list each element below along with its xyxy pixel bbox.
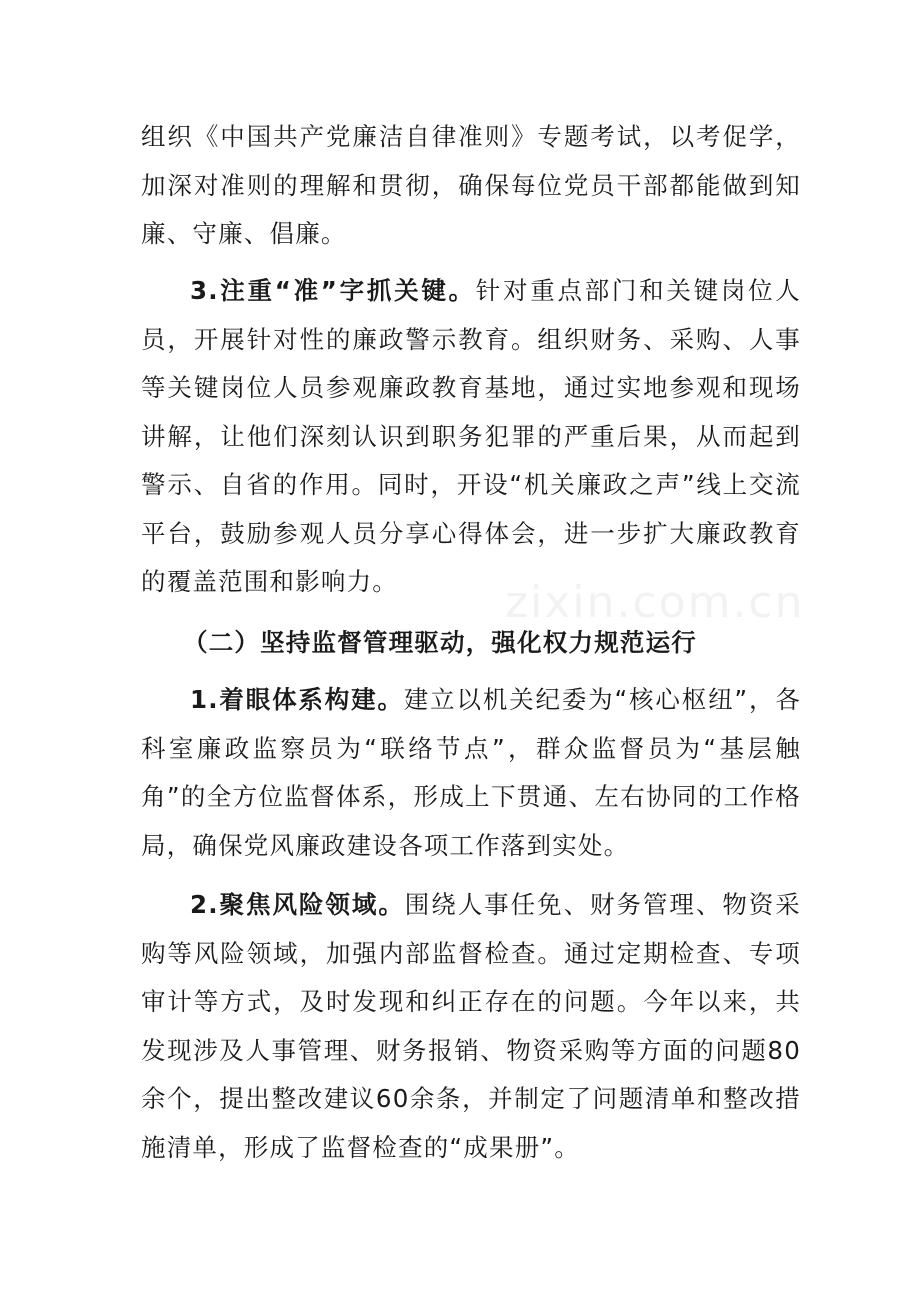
watermark: zixin.com.cn [505, 577, 805, 628]
paragraph-exam [141, 113, 801, 259]
paragraph-system-build-text: 建立以机关纪委为“核心枢纽”，各科室廉政监察员为“联络节点”，群众监督员为“基层触角”的全方位监督体系，形成上下贯通、左右协同的工作格局，确保党风廉政建设各项工作落到实处。 [141, 685, 802, 860]
section-heading: （二）坚持监督管理驱动，强化权力规范运行 [183, 628, 697, 657]
paragraph-risk-areas [141, 881, 801, 1172]
paragraph-risk-areas-lead: 2.聚焦风险领域。 [190, 890, 405, 919]
paragraph-key-posts-text: 针对重点部门和关键岗位人员，开展针对性的廉政警示教育。组织财务、采购、人事等关键岗位人员参观廉政教育基地，通过实地参观和现场讲解，让他们深刻认识到职务犯罪的严重后果，从而起到警示、自省的作用。同时，开设“机关廉政之声”线上交流平台，鼓励参观人员分享心得体会，进一步扩大廉政教育的覆盖范围和影响力。 [141, 276, 801, 596]
paragraph-system-build [141, 676, 801, 870]
paragraph-key-posts [141, 267, 801, 607]
paragraph-key-posts-lead: 3.注重“准”字抓关键。 [190, 276, 476, 305]
paragraph-system-build-lead: 1.着眼体系构建。 [190, 685, 404, 714]
paragraph-exam-text: 组织《中国共产党廉洁自律准则》专题考试，以考促学，加深对准则的理解和贯彻，确保每位党员干部都能做到知廉、守廉、倡廉。 [141, 122, 801, 248]
paragraph-risk-areas-text: 围绕人事任免、财务管理、物资采购等风险领域，加强内部监督检查。通过定期检查、专项审计等方式，及时发现和纠正存在的问题。今年以来，共发现涉及人事管理、财务报销、物资采购等方面的问题80余个，提出整改建议60余条，并制定了问题清单和整改措施清单，形成了监督检查的“成果册”。 [141, 890, 801, 1162]
